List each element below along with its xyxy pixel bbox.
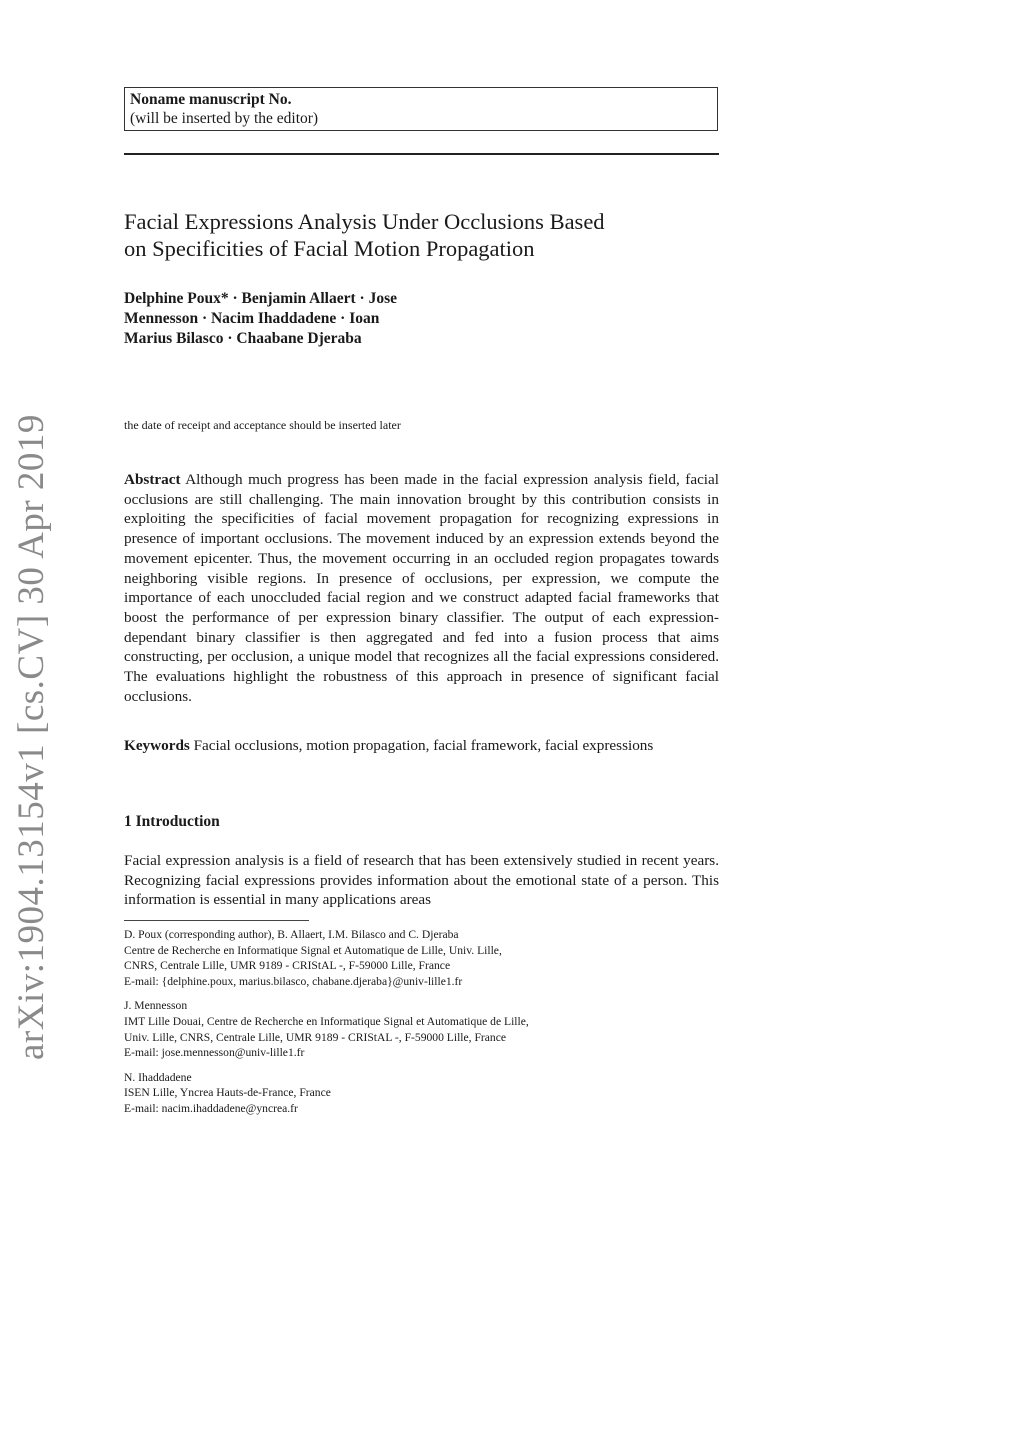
manuscript-number-label: Noname manuscript No. xyxy=(130,91,292,108)
footnote-line: IMT Lille Douai, Centre de Recherche en Informatique Signal et Automatique de Lille, xyxy=(124,1014,529,1028)
header-rule xyxy=(124,153,719,155)
footnote-email: E-mail: nacim.ihaddadene@yncrea.fr xyxy=(124,1101,298,1115)
title-line: Facial Expressions Analysis Under Occlusions Based xyxy=(124,209,605,234)
manuscript-header-box xyxy=(124,87,718,131)
author-line: Marius Bilasco · Chaabane Djeraba xyxy=(124,330,362,347)
author-line: Mennesson · Nacim Ihaddadene · Ioan xyxy=(124,310,380,327)
author-line: Delphine Poux* · Benjamin Allaert · Jose xyxy=(124,290,397,307)
receipt-note: the date of receipt and acceptance should be inserted later xyxy=(124,418,401,432)
author-list xyxy=(124,289,724,349)
footnote-affiliation xyxy=(124,927,724,989)
footnote-line: J. Mennesson xyxy=(124,999,188,1013)
footnote-email: E-mail: jose.mennesson@univ-lille1.fr xyxy=(124,1046,305,1060)
footnote-affiliation xyxy=(124,998,724,1060)
footnote-line: D. Poux (corresponding author), B. Allaert, I.M. Bilasco and C. Djeraba xyxy=(124,928,459,941)
abstract xyxy=(124,470,719,706)
footnote-line: Univ. Lille, CNRS, Centrale Lille, UMR 9189 - CRIStAL -, F-59000 Lille, France xyxy=(124,1030,507,1044)
footnote-line: CNRS, Centrale Lille, UMR 9189 - CRIStAL -, F-59000 Lille, France xyxy=(124,959,451,973)
footnote-rule xyxy=(124,920,309,921)
abstract-label: Abstract xyxy=(124,471,181,488)
abstract-text: Although much progress has been made in the facial expression analysis field, facial occlusions are still challenging. The main innovation brought by this contribution consists in exploiting the specificities of facial movement propagation for recognizing expressions in presence of important occlusions. The movement induced by an expression extends beyond the movement epicenter. Thus, the movement occurring in an occluded region propagates towards neighboring visible regions. In presence of occlusions, per expression, we compute the importance of each unoccluded facial region and we construct adapted facial frameworks that boost the performance of per expression binary classifier. The output of each expression-dependant binary classifier is then aggregated and fed into a fusion process that aims constructing, per occlusion, a unique model that recognizes all the facial expressions considered. The evaluations highlight the robustness of this approach in presence of significant facial occlusions. xyxy=(124,471,719,705)
keywords-text: Facial occlusions, motion propagation, facial framework, facial expressions xyxy=(193,737,654,754)
footnote-email: E-mail: {delphine.poux, marius.bilasco, chabane.djeraba}@univ-lille1.fr xyxy=(124,974,463,988)
paper-title xyxy=(124,208,724,262)
section-heading-introduction: 1 Introduction xyxy=(124,813,220,830)
affiliation-footnotes xyxy=(124,927,724,1126)
title-line: on Specificities of Facial Motion Propagation xyxy=(124,236,535,261)
footnote-line: Centre de Recherche en Informatique Signal et Automatique de Lille, Univ. Lille, xyxy=(124,943,502,957)
editor-note: (will be inserted by the editor) xyxy=(130,110,319,127)
footnote-line: N. Ihaddadene xyxy=(124,1070,192,1084)
keywords xyxy=(124,736,719,756)
introduction-paragraph: Facial expression analysis is a field of research that has been extensively studied in recent years. Recognizing facial expressions provides information about the emotional state of a person. This information is essential in many applications areas xyxy=(124,852,719,909)
keywords-label: Keywords xyxy=(124,737,190,754)
footnote-affiliation xyxy=(124,1070,724,1117)
footnote-line: ISEN Lille, Yncrea Hauts-de-France, France xyxy=(124,1086,331,1100)
arxiv-identifier-stamp: arXiv:1904.13154v1 [cs.CV] 30 Apr 2019 xyxy=(11,414,52,1060)
